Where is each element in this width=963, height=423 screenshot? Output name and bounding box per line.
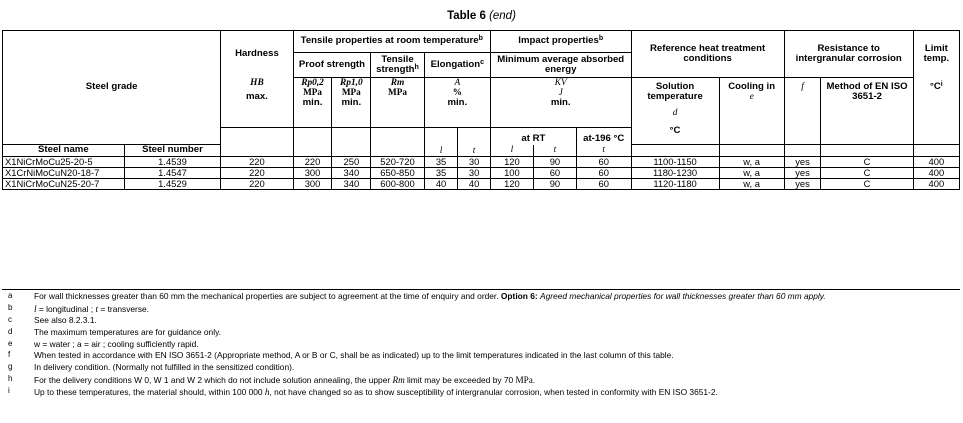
steel-grade-header: Steel grade [3,31,221,145]
impact-196-cell: 60 [576,157,631,168]
solution-temp-header: Solution temperature d °C [631,78,719,145]
hardness-cell: 220 [221,179,293,190]
table-footnotes [2,289,960,398]
rm-cell: 600-800 [371,179,425,190]
resistance-cell: yes [784,179,821,190]
cooling-header: Cooling in e [719,78,784,145]
resistance-f-bottom [784,145,821,157]
rm-units: Rm MPa [371,78,425,128]
rp02-units: Rp0,2 MPa min. [293,78,332,128]
rp02-spacer [293,128,332,157]
elong-l-header: l [424,128,458,157]
method-cell: C [821,168,913,179]
elong-l-cell: 40 [424,179,458,190]
steel-name-cell: X1CrNiMoCuN20-18-7 [3,168,125,179]
footnote-g: g In delivery condition. (Normally not fulfilled in the sensitized condition). [8,361,295,372]
elongation-units: A % min. [424,78,490,128]
elong-t-header: t [458,128,491,157]
rm-cell: 650-850 [371,168,425,179]
solution-temp-cell: 1100-1150 [631,157,719,168]
table-row [3,157,960,168]
impact-t-cell: 90 [533,157,576,168]
footnote-d: d The maximum temperatures are for guidance only. [8,326,221,337]
cooling-cell: w, a [719,157,784,168]
hardness-bottom [221,145,293,157]
elong-l-cell: 35 [424,157,458,168]
ref-heat-header: Reference heat treatment conditions [631,31,784,78]
limit-unit-header: $^\circ C^i$ [913,78,959,145]
steel-name-cell: X1NiCrMoCu25-20-5 [3,157,125,168]
tensile-strength-header: Tensile strength$^h$ [371,53,425,78]
steel-number-header: Steel number [124,145,221,157]
cooling-bottom [719,145,784,157]
rm-cell: 520-720 [371,157,425,168]
rp02-cell: 300 [293,168,332,179]
impact-units: KV J min. [490,78,631,128]
rp10-cell: 340 [332,168,371,179]
table-title [0,10,963,22]
impact-subheader: Minimum average absorbed energy [490,53,631,78]
impact-196-t-header: t [576,145,631,157]
hardness-cell: 220 [221,168,293,179]
hardness-header: Hardness [221,31,293,78]
limit-temp-header: Limit temp. [913,31,959,78]
resistance-cell: yes [784,168,821,179]
at-196-header: at-196 °C [576,128,631,145]
rm-spacer [371,128,425,157]
rp10-units: Rp1,0 MPa min. [332,78,371,128]
hardness-units: HB max. [221,78,293,128]
hardness-spacer [221,128,293,145]
impact-l-cell: 100 [490,168,533,179]
limit-temp-cell: 400 [913,168,959,179]
steel-number-cell: 1.4529 [124,179,221,190]
hardness-cell: 220 [221,157,293,168]
proof-strength-header: Proof strength [293,53,371,78]
resistance-cell: yes [784,157,821,168]
method-header: Method of EN ISO 3651-2 [821,78,913,145]
rp10-spacer [332,128,371,157]
impact-l-cell: 120 [490,179,533,190]
table-header [3,31,960,157]
steel-properties-table [2,30,960,190]
cooling-cell: w, a [719,179,784,190]
impact-t-cell: 60 [533,168,576,179]
impact-t-cell: 90 [533,179,576,190]
cooling-cell: w, a [719,168,784,179]
at-rt-header: at RT [490,128,576,145]
method-cell: C [821,179,913,190]
elong-t-cell: 40 [458,179,491,190]
limit-bottom [913,145,959,157]
table-row [3,179,960,190]
table-title-text: Table 6 [447,10,486,22]
rp10-cell: 340 [332,179,371,190]
tensile-group-header: Tensile properties at room temperature$^b$ [293,31,490,53]
footnote-b: b l = longitudinal ; t = transverse. [8,302,150,314]
method-cell: C [821,157,913,168]
impact-196-cell: 60 [576,168,631,179]
table-title-suffix: (end) [489,10,516,22]
steel-number-cell: 1.4547 [124,168,221,179]
elong-l-cell: 35 [424,168,458,179]
footnote-f: f When tested in accordance with EN ISO 3651-2 (Appropriate method, A or B or C, shall be as indicated) up to the limit temperatures indicated in the last column of this table. [8,350,674,361]
limit-temp-cell: 400 [913,179,959,190]
rp10-cell: 250 [332,157,371,168]
impact-group-header: Impact properties$^b$ [490,31,631,53]
elong-t-cell: 30 [458,168,491,179]
footnote-h: h For the delivery conditions W 0, W 1 and W 2 which do not include solution annealing, the upper Rm limit may be exceeded by 70 MPa. [8,373,536,385]
solution-temp-cell: 1120-1180 [631,179,719,190]
impact-196-cell: 60 [576,179,631,190]
rp02-cell: 220 [293,157,332,168]
solution-temp-cell: 1180-1230 [631,168,719,179]
footnote-a: a For wall thicknesses greater than 60 mm the mechanical properties are subject to agreement at the time of enquiry and order. Option 6: Agreed mechanical properties for wall thicknesses greater than 60 mm apply. [8,291,826,301]
table-row [3,168,960,179]
resistance-f-header: f [784,78,821,145]
impact-l-header: l [490,145,533,157]
resistance-header: Resistance to intergranular corrosion [784,31,913,78]
impact-t-header: t [533,145,576,157]
table-body [3,157,960,190]
elongation-header: Elongation$^c$ [424,53,490,78]
impact-l-cell: 120 [490,157,533,168]
limit-temp-cell: 400 [913,157,959,168]
steel-name-header: Steel name [3,145,125,157]
footnote-c: c See also 8.2.3.1. [8,315,97,326]
method-bottom [821,145,913,157]
footnote-e: e w = water ; a = air ; cooling sufficiently rapid. [8,338,199,349]
solution-temp-bottom [631,145,719,157]
footnote-i: i Up to these temperatures, the material should, within 100 000 h, not have changed so as to show susceptibility of intergranular corrosion, when tested in conformity with EN ISO 3651-2. [8,386,718,398]
elong-t-cell: 30 [458,157,491,168]
rp02-cell: 300 [293,179,332,190]
steel-number-cell: 1.4539 [124,157,221,168]
steel-name-cell: X1NiCrMoCuN25-20-7 [3,179,125,190]
